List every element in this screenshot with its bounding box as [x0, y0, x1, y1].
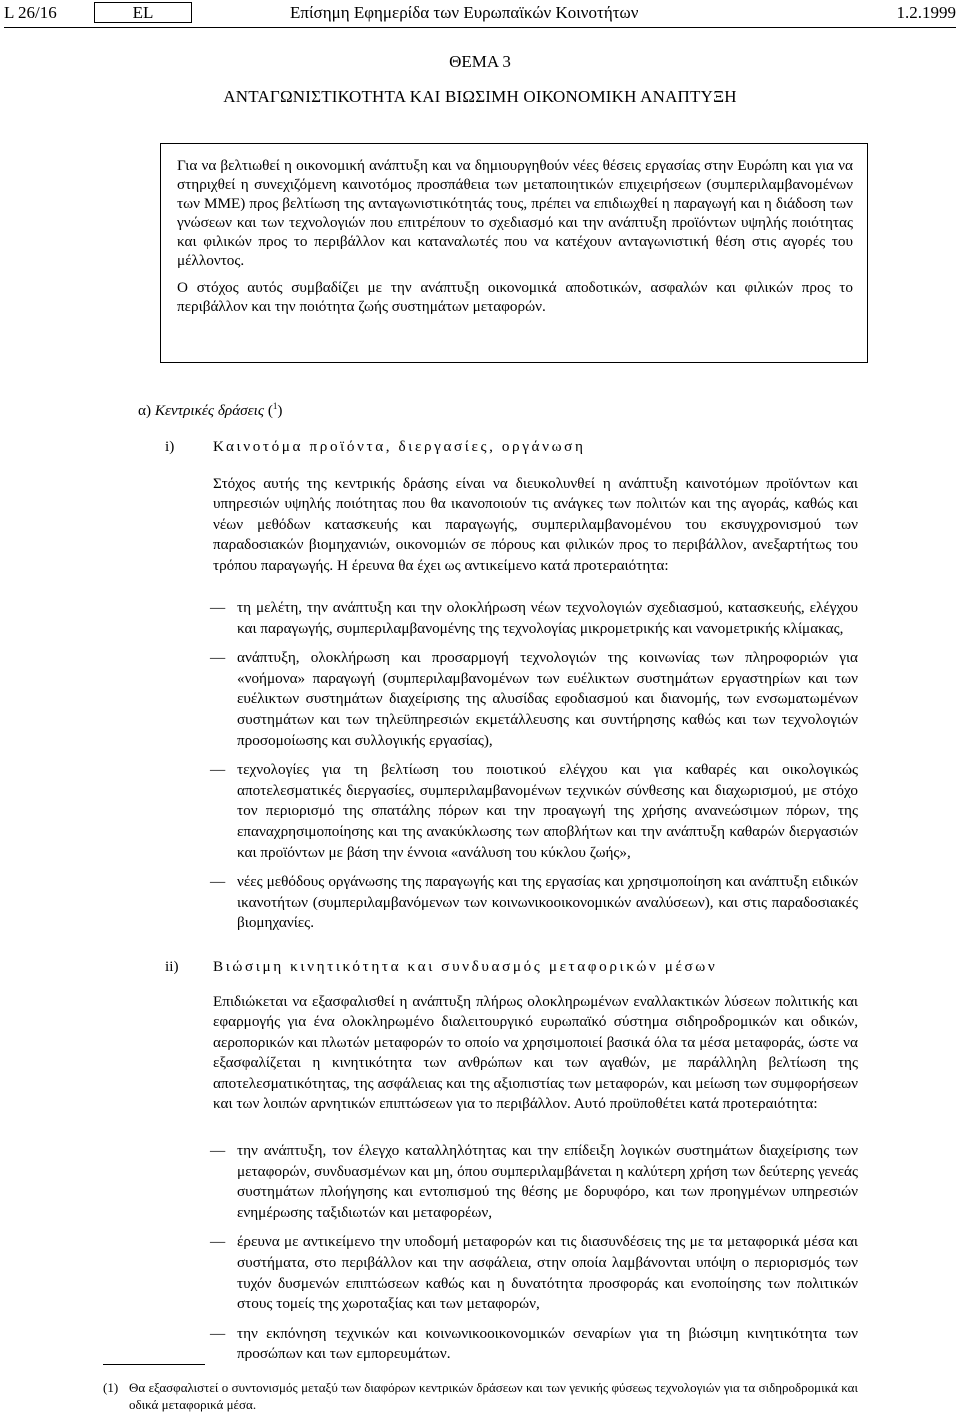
footnote-reference[interactable]: 1	[272, 401, 278, 411]
journal-title: Επίσημη Εφημερίδα των Ευρωπαϊκών Κοινοτήτων	[290, 3, 639, 22]
subsection-i-number: i)	[165, 438, 175, 455]
list-item: — τεχνολογίες για τη βελτίωση του ποιοτικού ελέγχου και για καθαρές και οικολογικώς αποτελεσματικές διεργασίες, συμπεριλαμβανομένων τεχνικών σύνθεσης και διαχωρισμού, με στόχο τον περιορισμό της σπατάλης πόρων και την προαγωγή της χρήσης ανανεώσιμων πόρων, της επαναχρησιμοποίησης και της ανακύκλωσης των αποβλήτων και την ανάπτυξη καθαρών διεργασιών και προϊόντων με βάση την έννοια «ανάλυση του κύκλου ζωής»,	[210, 761, 858, 861]
section-a-title: Κεντρικές δράσεις	[154, 402, 265, 419]
list-item: — τη μελέτη, την ανάπτυξη και την ολοκλήρωση νέων τεχνολογιών σχεδιασμού, κατασκευής, ελέγχου και παραγωγής, συμπεριλαμβανομένης της τεχνολογίας μικρομετρικής και νανομετρικής κλίμακας,	[210, 599, 858, 637]
footnote-rule	[103, 1364, 205, 1365]
subsection-ii-list	[210, 1141, 858, 1374]
subsection-ii-number: ii)	[165, 958, 179, 975]
footnote	[103, 1379, 858, 1413]
subsection-i-list	[210, 598, 858, 943]
footnote-mark: (1)	[103, 1380, 119, 1395]
theme-number: ΘΕΜΑ 3	[449, 52, 511, 71]
dash-marker: —	[210, 599, 226, 616]
list-item: — ανάπτυξη, ολοκλήρωση και προσαρμογή τεχνολογιών της κοινωνίας των πληροφοριών για «νοήμονα» παραγωγή (συμπεριλαμβανομένων των ευέλικτων συστημάτων εργαστηρίων και των ευέλικτων συστημάτων διαχείρισης της αλυσίδας εφοδιασμού και διανομής, των ενσωματωμένων συστημάτων και των τηλεϋπηρεσιών εκμετάλλευσης και συντήρησης καθώς και των τεχνολογιών προσομοίωσης και συλλογικής εργασίας),	[210, 649, 858, 749]
header-rule	[4, 27, 956, 28]
subsection-i-paragraph: Στόχος αυτής της κεντρικής δράσης είναι να διευκολυνθεί η ανάπτυξη καινοτόμων προϊόντων και υπηρεσιών υψηλής ποιότητας που θα ικανοποιούν τις ανάγκες των πολιτών και της αγοράς, καθώς και νέων μεθόδων κατασκευής και παραγωγής, συμπεριλαμβανομένου του εκσυγχρονισμού των παραδοσιακών βιομηχανιών, οικονομιών σε πόρους και φιλικών προς το περιβάλλον, ανεξαρτήτως του τρόπου παραγωγής. Η έρευνα θα έχει ως αντικείμενο κατά προτεραιότητα:	[213, 475, 858, 574]
section-a-heading: α) Κεντρικές δράσεις ($^1$)	[138, 401, 283, 419]
dash-marker: —	[210, 761, 226, 779]
subsection-ii-title: Βιώσιμη κινητικότητα και συνδυασμός μεταφορικών μέσων	[213, 958, 718, 975]
list-item: — έρευνα με αντικείμενο την υποδομή μεταφορών και τις διασυνδέσεις της με τα μεταφορικά μέσα και συστήματα, στο περιβάλλον και την ασφάλεια, στην οποία λαμβάνονται υπόψη ο περιορισμός των τυχόν δυσμενών επιπτώσεων καθώς και η δυνατότητα προσφοράς και ενοποίησης των πολιτικών στους τομείς της χωροταξίας και των μεταφορών,	[210, 1233, 858, 1313]
dash-marker: —	[210, 1142, 226, 1159]
dash-marker: —	[210, 649, 226, 667]
language-badge: EL	[94, 2, 192, 23]
section-a-label: α)	[138, 402, 152, 419]
page-header	[4, 3, 956, 25]
list-item: — την ανάπτυξη, τον έλεγχο καταλληλότητας και την επίδειξη λογικών συστημάτων διαχείρισης των μεταφορών, συνδυασμένων και μη, όπου συμπεριλαμβάνεται η καλύτερη χρήση των δεύτερης γενεάς συστημάτων πλοήγησης και εντοπισμού της θέσης με δορυφόρο, και των προηγμένων υπηρεσιών ενημέρωσης ταξιδιωτών και μεταφορέων,	[210, 1142, 858, 1221]
theme-title: ΑΝΤΑΓΩΝΙΣΤΙΚΟΤΗΤΑ ΚΑΙ ΒΙΩΣΙΜΗ ΟΙΚΟΝΟΜΙΚΗ ΑΝΑΠΤΥΞΗ	[223, 87, 737, 106]
dash-marker: —	[210, 1233, 226, 1251]
dash-marker: —	[210, 873, 226, 891]
subsection-ii-paragraph: Επιδιώκεται να εξασφαλισθεί η ανάπτυξη πλήρως ολοκληρωμένων εναλλακτικών λύσεων πολιτικής και εφαρμογής για ένα ολοκληρωμένο διαλειτουργικό ευρωπαϊκό σύστημα σιδηροδρομικών και οδικών, αεροπορικών και πλωτών μεταφορών το οποίο να χρησιμοποιεί βασικά όλα τα μέσα μεταφοράς, ώστε να εξασφαλίζεται η κινητικότητα των ανθρώπων και των αγαθών, με παράλληλη βελτίωση της αποτελεσματικότητας, της ασφάλειας και της αξιοπιστίας των μεταφορών, και μείωση των συμφορήσεων και των λοιπών αρνητικών επιπτώσεων για το περιβάλλον. Αυτό προϋποθέτει κατά προτεραιότητα:	[213, 993, 858, 1113]
summary-paragraph-1: Για να βελτιωθεί η οικονομική ανάπτυξη και να δημιουργηθούν νέες θέσεις εργασίας στην Ευρώπη και για να στηριχθεί η συνεχιζόμενη καινοτόμος προσπάθεια των μεταποιητικών επιχειρήσεων (συμπεριλαμβανομένων των ΜΜΕ) προς βελτίωση της ανταγωνιστικότητάς τους, πρέπει να επιδιωχθεί η παραγωγή και η διάδοση των γνώσεων και των τεχνολογιών που επιτρέπουν το σχεδιασμό και την ανάπτυξη προϊόντων υψηλής ποιότητας και φιλικών προς το περιβάλλον και καταναλωτές που να κατέχουν ανταγωνιστική θέση στις αγορές του μέλλοντος.	[177, 157, 853, 269]
publication-date: 1.2.1999	[896, 3, 956, 22]
subsection-i-title: Καινοτόμα προϊόντα, διεργασίες, οργάνωση	[213, 438, 586, 455]
list-item: — νέες μεθόδους οργάνωσης της παραγωγής και της εργασίας και χρησιμοποίηση και ανάπτυξη ειδικών ικανοτήτων (συμπεριλαμβανόμενων των κοινωνικοοικονομικών αναλύσεων), και στις παραδοσιακές βιομηχανίες.	[210, 873, 858, 932]
list-item: — την εκπόνηση τεχνικών και κοινωνικοοικονομικών σεναρίων για τη βιώσιμη κινητικότητα των προσώπων και των εμπορευμάτων.	[210, 1324, 858, 1363]
summary-box	[160, 143, 868, 363]
dash-marker: —	[210, 1324, 226, 1342]
page-reference: L 26/16	[4, 3, 57, 22]
summary-paragraph-2: Ο στόχος αυτός συμβαδίζει με την ανάπτυξη οικονομικά αποδοτικών, ασφαλών και φιλικών προς το περιβάλλον και την ποιότητα ζωής συστημάτων μεταφορών.	[177, 279, 853, 315]
footnote-text: Θα εξασφαλιστεί ο συντονισμός μεταξύ των διαφόρων κεντρικών δράσεων και των γενικής φύσεως τεχνολογιών για τα σιδηροδρομικά και οδικά μεταφορικά μέσα.	[129, 1380, 858, 1412]
